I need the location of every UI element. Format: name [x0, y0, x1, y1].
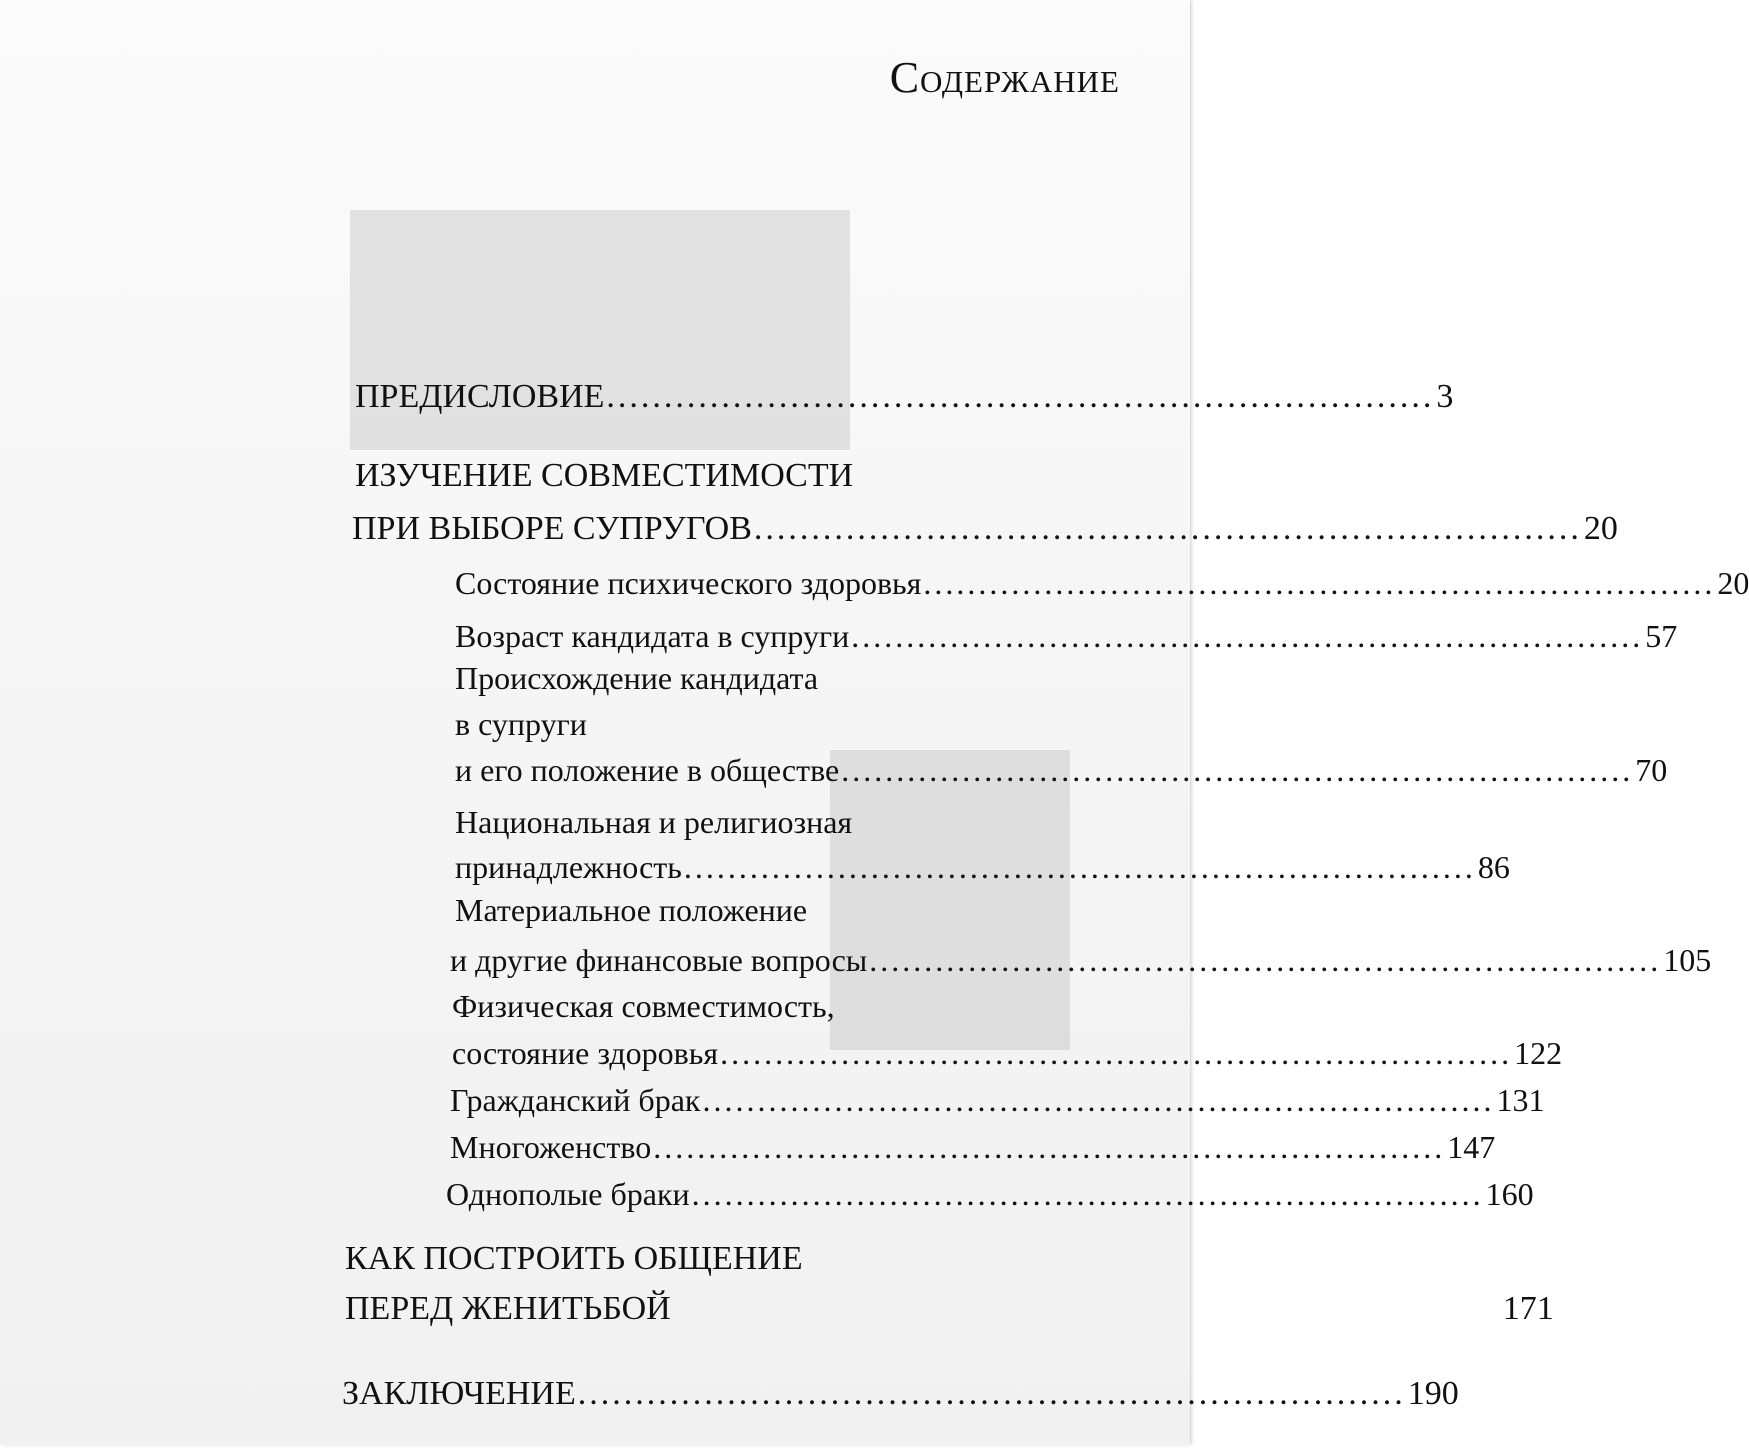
- toc-entry: [355, 457, 1100, 495]
- toc-entry: [342, 1375, 1459, 1413]
- toc-entry: [455, 618, 1678, 655]
- toc-entry-page: 20: [1717, 565, 1749, 601]
- toc-entry: [455, 660, 1100, 697]
- toc-entry-page: 105: [1663, 942, 1712, 978]
- toc-entry-page: 86: [1477, 849, 1510, 885]
- toc-entry: [450, 1129, 1496, 1166]
- toc-entry-page: 20: [1583, 510, 1618, 547]
- toc-entry: [452, 1035, 1563, 1072]
- toc-entry-title: Возраст кандидата в супруги: [455, 618, 850, 654]
- toc-entry: [355, 378, 1454, 416]
- toc-entry-page: 160: [1485, 1176, 1534, 1212]
- toc-entry: [345, 1240, 1115, 1278]
- toc-leader: ........................................................................: [683, 849, 1476, 885]
- toc-entry-page: 122: [1514, 1035, 1563, 1071]
- toc-entry: [455, 565, 1749, 602]
- toc-entry-title: ПРЕДИСЛОВИЕ: [355, 378, 605, 415]
- toc-entry-title: КАК ПОСТРОИТЬ ОБЩЕНИЕ: [345, 1240, 803, 1277]
- toc-entry: [455, 804, 1100, 841]
- toc-entry-title: и другие финансовые вопросы: [450, 942, 868, 978]
- toc-entry-page: 131: [1496, 1082, 1545, 1118]
- toc-entry-title: Национальная и религиозная: [455, 804, 853, 840]
- toc-leader: ........................................................................: [851, 618, 1644, 654]
- toc-leader: ........................................................................: [869, 942, 1662, 978]
- toc-entry-title: и его положение в обществе: [455, 752, 840, 788]
- toc-entry-title: состояние здоровья: [452, 1035, 719, 1071]
- toc-leader: ........................................................................: [653, 1129, 1446, 1165]
- toc-entry: [455, 752, 1668, 789]
- toc-entry-title: в супруги: [455, 706, 587, 742]
- toc-entry-title: Многоженство: [450, 1129, 652, 1165]
- toc-entry: [452, 988, 1100, 1025]
- toc-leader: ........................................................................: [753, 510, 1582, 547]
- page-title: Содержание: [889, 53, 1120, 102]
- toc-entry-title: ИЗУЧЕНИЕ СОВМЕСТИМОСТИ: [355, 457, 854, 494]
- toc-entry-title: ПРИ ВЫБОРЕ СУПРУГОВ: [352, 510, 752, 547]
- toc-leader: ........................................................................: [923, 565, 1716, 601]
- toc-entry-title: Физическая совместимость,: [452, 988, 835, 1024]
- toc-entry: [450, 942, 1712, 979]
- toc-entry-page: 3: [1436, 378, 1454, 415]
- toc-leader: ........................................................................: [691, 1176, 1484, 1212]
- toc-entry-title: ЗАКЛЮЧЕНИЕ: [342, 1375, 576, 1412]
- toc-entry-title: Происхождение кандидата: [455, 660, 819, 696]
- toc-entry-page: 171: [1502, 1290, 1554, 1327]
- toc-entry-title: Состояние психического здоровья: [455, 565, 922, 601]
- toc-entry: [455, 849, 1510, 886]
- toc-leader: ........................................................................: [720, 1035, 1513, 1071]
- toc-entry: [455, 892, 1100, 929]
- toc-entry: [446, 1176, 1534, 1213]
- toc-entry: [352, 510, 1618, 548]
- toc-entry-title: ПЕРЕД ЖЕНИТЬБОЙ: [345, 1290, 671, 1327]
- toc-entry: [450, 1082, 1545, 1119]
- toc-entry-title: Материальное положение: [455, 892, 808, 928]
- toc-entry-title: Гражданский брак: [450, 1082, 701, 1118]
- toc-leader: ........................................................................: [841, 752, 1634, 788]
- toc-entry-title: Однополые браки: [446, 1176, 690, 1212]
- toc-entry-page: 190: [1407, 1375, 1459, 1412]
- toc-entry-page: 57: [1645, 618, 1678, 654]
- toc-entry: [455, 706, 1100, 743]
- toc-entry: [345, 1290, 1554, 1328]
- toc-leader: ........................................................................: [606, 378, 1435, 415]
- toc-entry-title: принадлежность: [455, 849, 682, 885]
- toc-entry-page: 147: [1447, 1129, 1496, 1165]
- toc-leader: [673, 1290, 1501, 1328]
- toc-entry-page: 70: [1635, 752, 1668, 788]
- toc-leader: ........................................................................: [702, 1082, 1495, 1118]
- toc-leader: ........................................................................: [577, 1375, 1406, 1412]
